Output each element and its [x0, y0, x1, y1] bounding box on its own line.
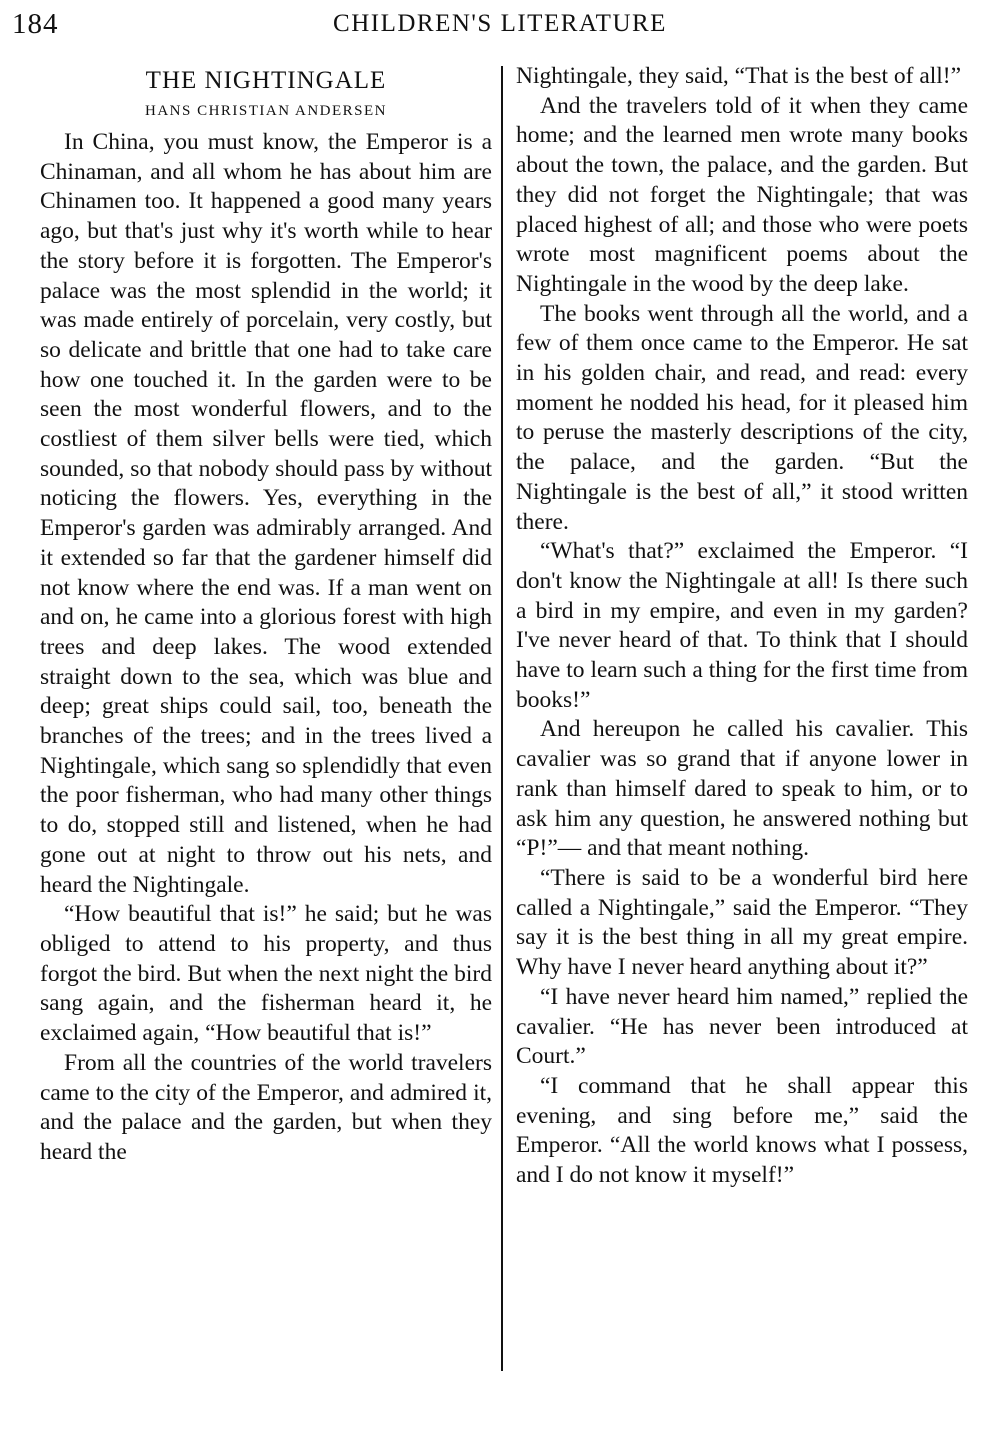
- paragraph: “I command that he shall appear this evening, and sing before me,” said the Emperor. “All the world knows what I possess, and I do not know it myself!”: [516, 1072, 968, 1189]
- story-author: HANS CHRISTIAN ANDERSEN: [144, 103, 388, 119]
- page-number: 184: [12, 8, 59, 40]
- page-header: [0, 8, 1000, 48]
- column-divider: [501, 66, 503, 1371]
- paragraph: “What's that?” exclaimed the Emperor. “I don't know the Nightingale at all! Is there such a bird in my empire, and even in my garden? I've never heard of that. To think that I should have to learn such a thing for the first time from books!”: [516, 538, 968, 713]
- paragraph: From all the countries of the world travelers came to the city of the Emperor, and admired it, and the palace and the garden, but when they heard the: [40, 1049, 492, 1165]
- running-head: CHILDREN'S LITERATURE: [333, 10, 667, 37]
- paragraph: “How beautiful that is!” he said; but he was obliged to attend to his property, and thus forgot the bird. But when the next night the bird sang again, and the fisherman heard it, he exclaimed again, “How beautiful that is!”: [40, 901, 492, 1047]
- paragraph: And the travelers told of it when they came home; and the learned men wrote many books about the town, the palace, and the garden. But they did not forget the Nightingale; that was placed highest of all; and those who were poets wrote most magnificent poems about the Nightingale in the wood by the deep lake.: [516, 92, 968, 297]
- paragraph: In China, you must know, the Emperor is a Chinaman, and all whom he has about him are Chinamen too. It happened a good many years ago, but that's just why it's worth while to hear the story before it is forgotten. The Emperor's palace was the most splendid in the world; it was made entirely of porcelain, very costly, but so delicate and brittle that one had to take care how one touched it. In the garden were to be seen the most wonderful flowers, and to the costliest of them silver bells were tied, which sounded, so that nobody should pass by without noticing the flowers. Yes, everything in the Emperor's garden was admirably arranged. And it extended so far that the gardener himself did not know where the end was. If a man went on and on, he came into a glorious forest with high trees and deep lakes. The wood extended straight down to the sea, which was blue and deep; great ships could sail, too, beneath the branches of the trees; and in the trees lived a Nightingale, which sang so splendidly that even the poor fisherman, who had many other things to do, stopped still and listened, when he had gone out at night to throw out his nets, and heard the Nightingale.: [40, 129, 492, 898]
- paragraph: “There is said to be a wonderful bird here called a Nightingale,” said the Emperor. “They say it is the best thing in all my great empire. Why have I never heard anything about it?”: [516, 864, 968, 981]
- story-title: THE NIGHTINGALE: [145, 67, 387, 94]
- paragraph: “I have never heard him named,” replied the cavalier. “He has never been introduced at Court.”: [516, 983, 968, 1070]
- right-column: [516, 62, 968, 1191]
- paragraph-continuation: Nightingale, they said, “That is the best of all!”: [516, 63, 962, 89]
- paragraph: And hereupon he called his cavalier. This cavalier was so grand that if anyone lower in rank than himself dared to speak to him, or to ask him any question, he answered nothing but “P!”— and that meant nothing.: [516, 716, 968, 862]
- left-column: [40, 62, 492, 1168]
- paragraph: The books went through all the world, and a few of them once came to the Emperor. He sat in his golden chair, and read, and read: every moment he nodded his head, for it pleased him to peruse the masterly descriptions of the city, the palace, and the garden. “But the Nightingale is the best of all,” it stood written there.: [516, 300, 968, 535]
